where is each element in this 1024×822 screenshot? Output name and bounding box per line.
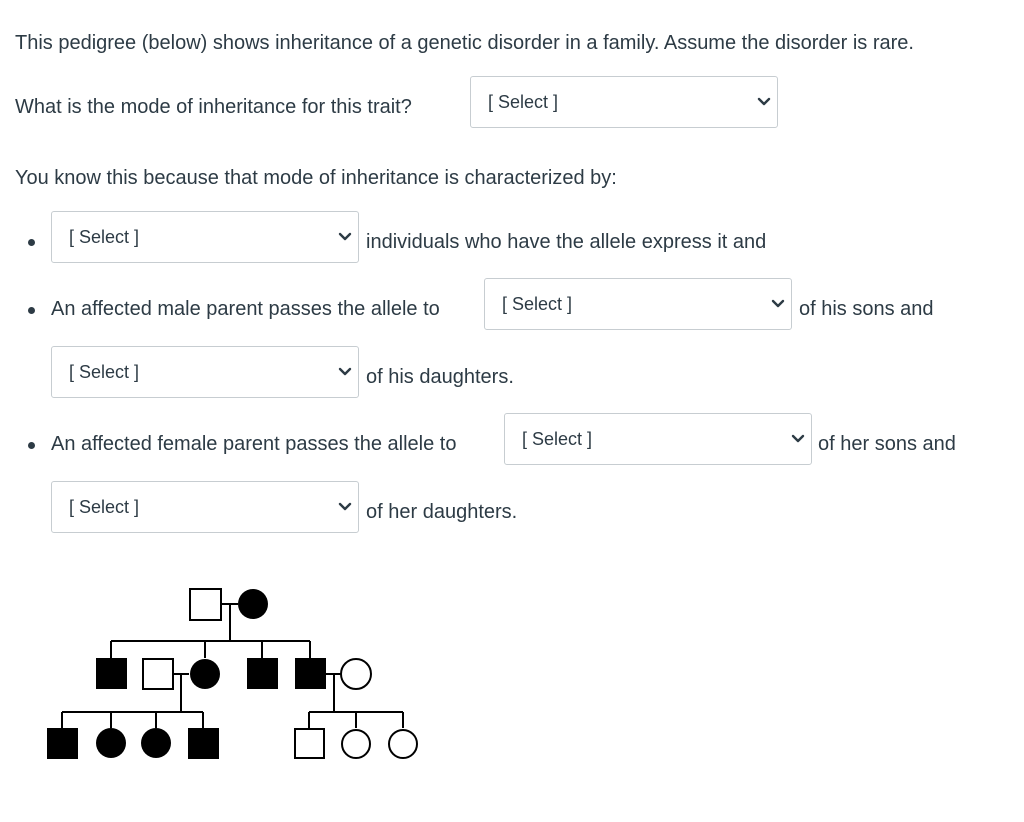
- unaffected-male-icon: [143, 659, 173, 689]
- affected-male-icon: [96, 658, 127, 689]
- affected-female-icon: [141, 728, 171, 758]
- bullet-dot: [28, 239, 35, 246]
- select-value: [ Select ]: [69, 497, 140, 517]
- intro-text: This pedigree (below) shows inheritance of a genetic disorder in a family. Assume the disorder is rare.: [15, 32, 914, 54]
- bullet1-text-after: individuals who have the allele express it and: [366, 231, 767, 253]
- unaffected-female-icon: [341, 659, 371, 689]
- bullet-dot: [28, 307, 35, 314]
- bullet-dot: [28, 442, 35, 449]
- affected-male-icon: [295, 658, 326, 689]
- male-daughters-select[interactable]: [51, 346, 359, 398]
- bullet3-text-middle: of her sons and: [818, 433, 956, 455]
- chevron-down-icon: [337, 499, 353, 515]
- chevron-down-icon: [770, 296, 786, 312]
- bullet2-text-middle: of his sons and: [799, 298, 934, 320]
- bullet3-text-before: An affected female parent passes the allele to: [51, 433, 457, 455]
- expression-select[interactable]: [51, 211, 359, 263]
- reason-label: You know this because that mode of inheritance is characterized by:: [15, 167, 617, 189]
- unaffected-female-icon: [342, 730, 370, 758]
- select-value: [ Select ]: [522, 429, 593, 449]
- chevron-down-icon: [337, 364, 353, 380]
- bullet3-text-after: of her daughters.: [366, 501, 518, 523]
- female-daughters-select[interactable]: [51, 481, 359, 533]
- female-sons-select[interactable]: [504, 413, 812, 465]
- male-sons-select[interactable]: [484, 278, 792, 330]
- chevron-down-icon: [790, 431, 806, 447]
- chevron-down-icon: [756, 94, 772, 110]
- affected-male-icon: [247, 658, 278, 689]
- affected-female-icon: [238, 589, 268, 619]
- pedigree-diagram: [0, 560, 440, 780]
- affected-male-icon: [188, 728, 219, 759]
- unaffected-male-icon: [295, 729, 324, 758]
- affected-male-icon: [47, 728, 78, 759]
- question-label: What is the mode of inheritance for this trait?: [15, 96, 412, 118]
- bullet2-text-before: An affected male parent passes the allele to: [51, 298, 440, 320]
- select-value: [ Select ]: [69, 362, 140, 382]
- chevron-down-icon: [337, 229, 353, 245]
- select-value: [ Select ]: [488, 92, 559, 112]
- affected-female-icon: [190, 659, 220, 689]
- unaffected-female-icon: [389, 730, 417, 758]
- select-value: [ Select ]: [502, 294, 573, 314]
- inheritance-mode-select[interactable]: [470, 76, 778, 128]
- bullet2-text-after: of his daughters.: [366, 366, 514, 388]
- select-value: [ Select ]: [69, 227, 140, 247]
- affected-female-icon: [96, 728, 126, 758]
- unaffected-male-icon: [190, 589, 221, 620]
